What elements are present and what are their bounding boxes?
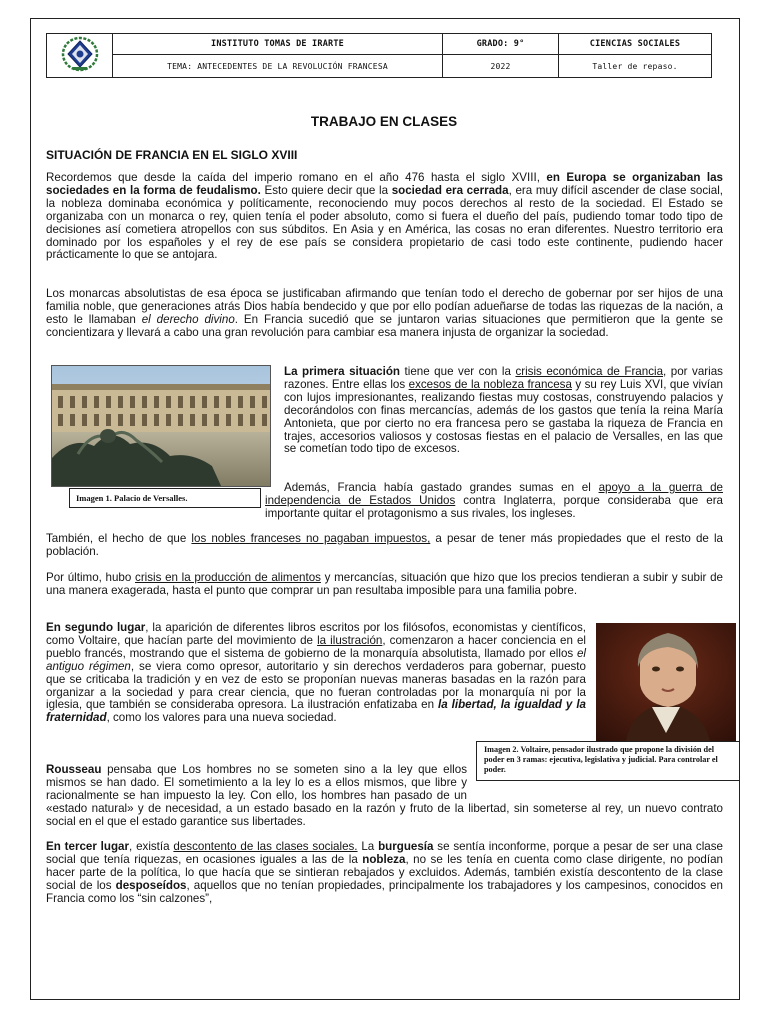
header-table <box>46 33 712 78</box>
palace-image-icon <box>52 366 271 487</box>
voltaire-caption: Imagen 2. Voltaire, pensador ilustrado que propone la división del poder en 3 ramas: ejecutiva, legislativa y judicial. Para controlar el poder. <box>476 741 740 781</box>
activity-label: Taller de repaso. <box>559 55 712 78</box>
paragraph-divine-right: Los monarcas absolutistas de esa época se justificaban afirmando que tenían todo el derecho de gobernar por ser hijos de una familia noble, que generaciones atrás Dios había bendecido y que por ello podían adueñarse de todas las riquezas de la nación, a esto le llamaban el derecho divino. En Francia sucedió que se juntaron varias situaciones que permitieron que la gente se concientizara y llevará a cabo una gran revolución para cambiar esa manera injusta de organizar la sociedad. <box>46 287 723 339</box>
year-label: 2022 <box>443 55 559 78</box>
voltaire-portrait <box>596 623 736 741</box>
school-logo-cell <box>47 34 113 78</box>
document-title: TRABAJO EN CLASES <box>310 114 458 129</box>
paragraph-feudalism: Recordemos que desde la caída del imperio romano en el año 476 hasta el siglo XVIII, en Europa se organizaban las sociedades en la forma de feudalismo. Esto quiere decir que la sociedad era cerrada, era muy difícil ascender de clase social, la nobleza dominaba económica y políticamente, reconociendo muy pocos derechos al resto de la sociedad. El Estado se organizaba con un monarca o rey, quien tenía el poder absoluto, como si fuera el dueño del país, pudiendo tomar todo tipo de decisiones así cometiera atropellos con sus súbditos. En Asia y en América, las cosas no eran diferentes. Nuestro territorio era dominado por los españoles y el rey de ese país se considera propietario de casi todo este continente, pudiendo hacer prácticamente lo que se antojara. <box>46 171 723 262</box>
topic-label: TEMA: ANTECEDENTES DE LA REVOLUCIÓN FRANCESA <box>113 55 443 78</box>
grade-label: GRADO: 9° <box>443 34 559 55</box>
subject-label: CIENCIAS SOCIALES <box>559 34 712 55</box>
paragraph-second-reason: En segundo lugar, la aparición de diferentes libros escritos por los filósofos, economistas y científicos, como Voltaire, que hacían parte del movimiento de la ilustración, comenzaron a hacer conciencia en el pueblo francés, mostrando que el sistema de gobierno de la monarquía absolutista, llamado por ellos el antiguo régimen, se viera como opresor, autoritario y sin derechos verdaderos para gobernar, puesto que se criticaba la tradición y en vez de esto se proponían nuevas maneras basadas en la razón para organizar a la sociedad y para crear ciencia, que no fueran controladas por la monarquía ni por la iglesia, que también se consideraba opresora. La ilustración enfatizaba en la libertad, la igualdad y la fraternidad, como los valores para una nueva sociedad. <box>46 621 586 725</box>
paragraph-taxes: También, el hecho de que los nobles franceses no pagaban impuestos, a pesar de tener más propiedades que el resto de la población. <box>46 532 724 558</box>
paragraph-third-reason: En tercer lugar, existía descontento de las clases sociales. La burguesía se sentía inconforme, porque a pesar de ser una clase social que tenía riquezas, en ocasiones iguales a las de la nobleza, no se les tenía en cuenta como clase dirigente, no podían hacer parte de la política, lo que hacía que se sintieran rebajados y excluidos. Además, también existía descontento de la clase social de los desposeídos, aquellos que no tenían propiedades, principalmente los trabajadores y los campesinos, conocidos en Francia como los “sin calzones”, <box>46 840 723 905</box>
section-title: SITUACIÓN DE FRANCIA EN EL SIGLO XVIII <box>46 148 298 162</box>
institution-name: INSTITUTO TOMAS DE IRARTE <box>113 34 443 55</box>
paragraph-first-situation: La primera situación tiene que ver con la crisis económica de Francia, por varias razones. Entre ellas los excesos de la nobleza francesa y su rey Luis XVI, que vivían con lujos impresionantes, realizando fiestas muy costosas, construyendo palacios y decorándolos con finas mercancías, además de los gastos que tenía la reina María Antonieta, que por cierto no era francesa pero se gastaba la riqueza de Francia en trajes, accesorios valiosos y costosas fiestas en el palacio de Versalles, en las que se cometían todo tipo de excesos. <box>284 365 723 456</box>
paragraph-us-war: Además, Francia había gastado grandes sumas en el apoyo a la guerra de independencia de Estados Unidos contra Inglaterra, porque consideraba que era importante quitar el protagonismo a sus rivales, los ingleses. <box>265 481 724 520</box>
voltaire-image-icon <box>596 623 736 741</box>
school-crest-icon <box>59 34 101 74</box>
versailles-palace-photo <box>51 365 271 487</box>
paragraph-rousseau: Rousseau pensaba que Los hombres no se someten sino a la ley que ellos mismos se han dado. El sometimiento a la ley lo es a ellos mismos, que libre y racionalmente se han impuesto la ley. Con ello, los hombres han pasado de un «estado natural» y de necesidad, a un estado basado en la razón y fruto de la libertad, sin someterse al rey, un nuevo contrato social en el que el estado garantice sus libertades. <box>46 763 723 828</box>
palace-caption: Imagen 1. Palacio de Versalles. <box>69 488 261 508</box>
paragraph-food-crisis: Por último, hubo crisis en la producción de alimentos y mercancías, situación que hizo que los precios tendieran a subir y subir de una manera exagerada, hasta el punto que comprar un pan resultaba imposible para una familia pobre. <box>46 571 723 597</box>
